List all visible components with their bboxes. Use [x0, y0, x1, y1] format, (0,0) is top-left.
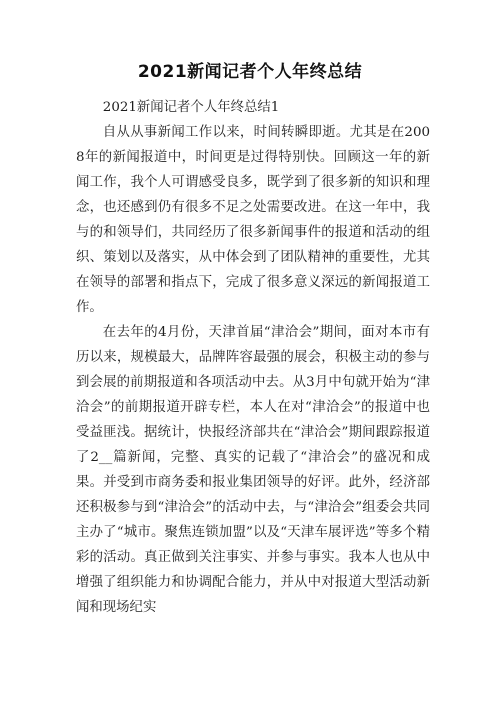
paragraph-2: 在去年的4月份，天津首届“津洽会”期间，面对本市有历以来，规模最大，品牌阵容最强的展会，积极主动的参与到会展的前期报道和各项活动中去。从3月中旬就开始为“津洽会”的前期报道开辟专栏，本人在对“津洽会”的报道中也受益匪浅。据统计，快报经济部共在“津洽会”期间跟踪报道了2__篇新闻，完整、真实的记载了“津洽会”的盛况和成果。并受到市商务委和报业集团领导的好评。此外，经济部还积极参与到“津洽会”的活动中去，与“津洽会”组委会共同主办了“城市。聚焦连锁加盟”以及“天津车展评选”等多个精彩的活动。真正做到关注事实、并参与事实。我本人也从中增强了组织能力和协调配合能力，并从中对报道大型活动新闻和现场纪实	[76, 325, 430, 615]
document-body	[76, 95, 430, 620]
paragraph-1: 自从从事新闻工作以来，时间转瞬即逝。尤其是在2008年的新闻报道中，时间更是过得特别快。回顾这一年的新闻工作，我个人可谓感受良多，既学到了很多新的知识和理念，也还感到仍有很多不足之处需要改进。在这一年中，我与的和领导们，共同经历了很多新闻事件的报道和活动的组织、策划以及落实，从中体会到了团队精神的重要性，尤其在领导的部署和指点下，完成了很多意义深远的新闻报道工作。	[76, 125, 430, 315]
document-title: 2021新闻记者个人年终总结	[137, 62, 363, 82]
section-heading: 2021新闻记者个人年终总结1	[102, 100, 280, 115]
